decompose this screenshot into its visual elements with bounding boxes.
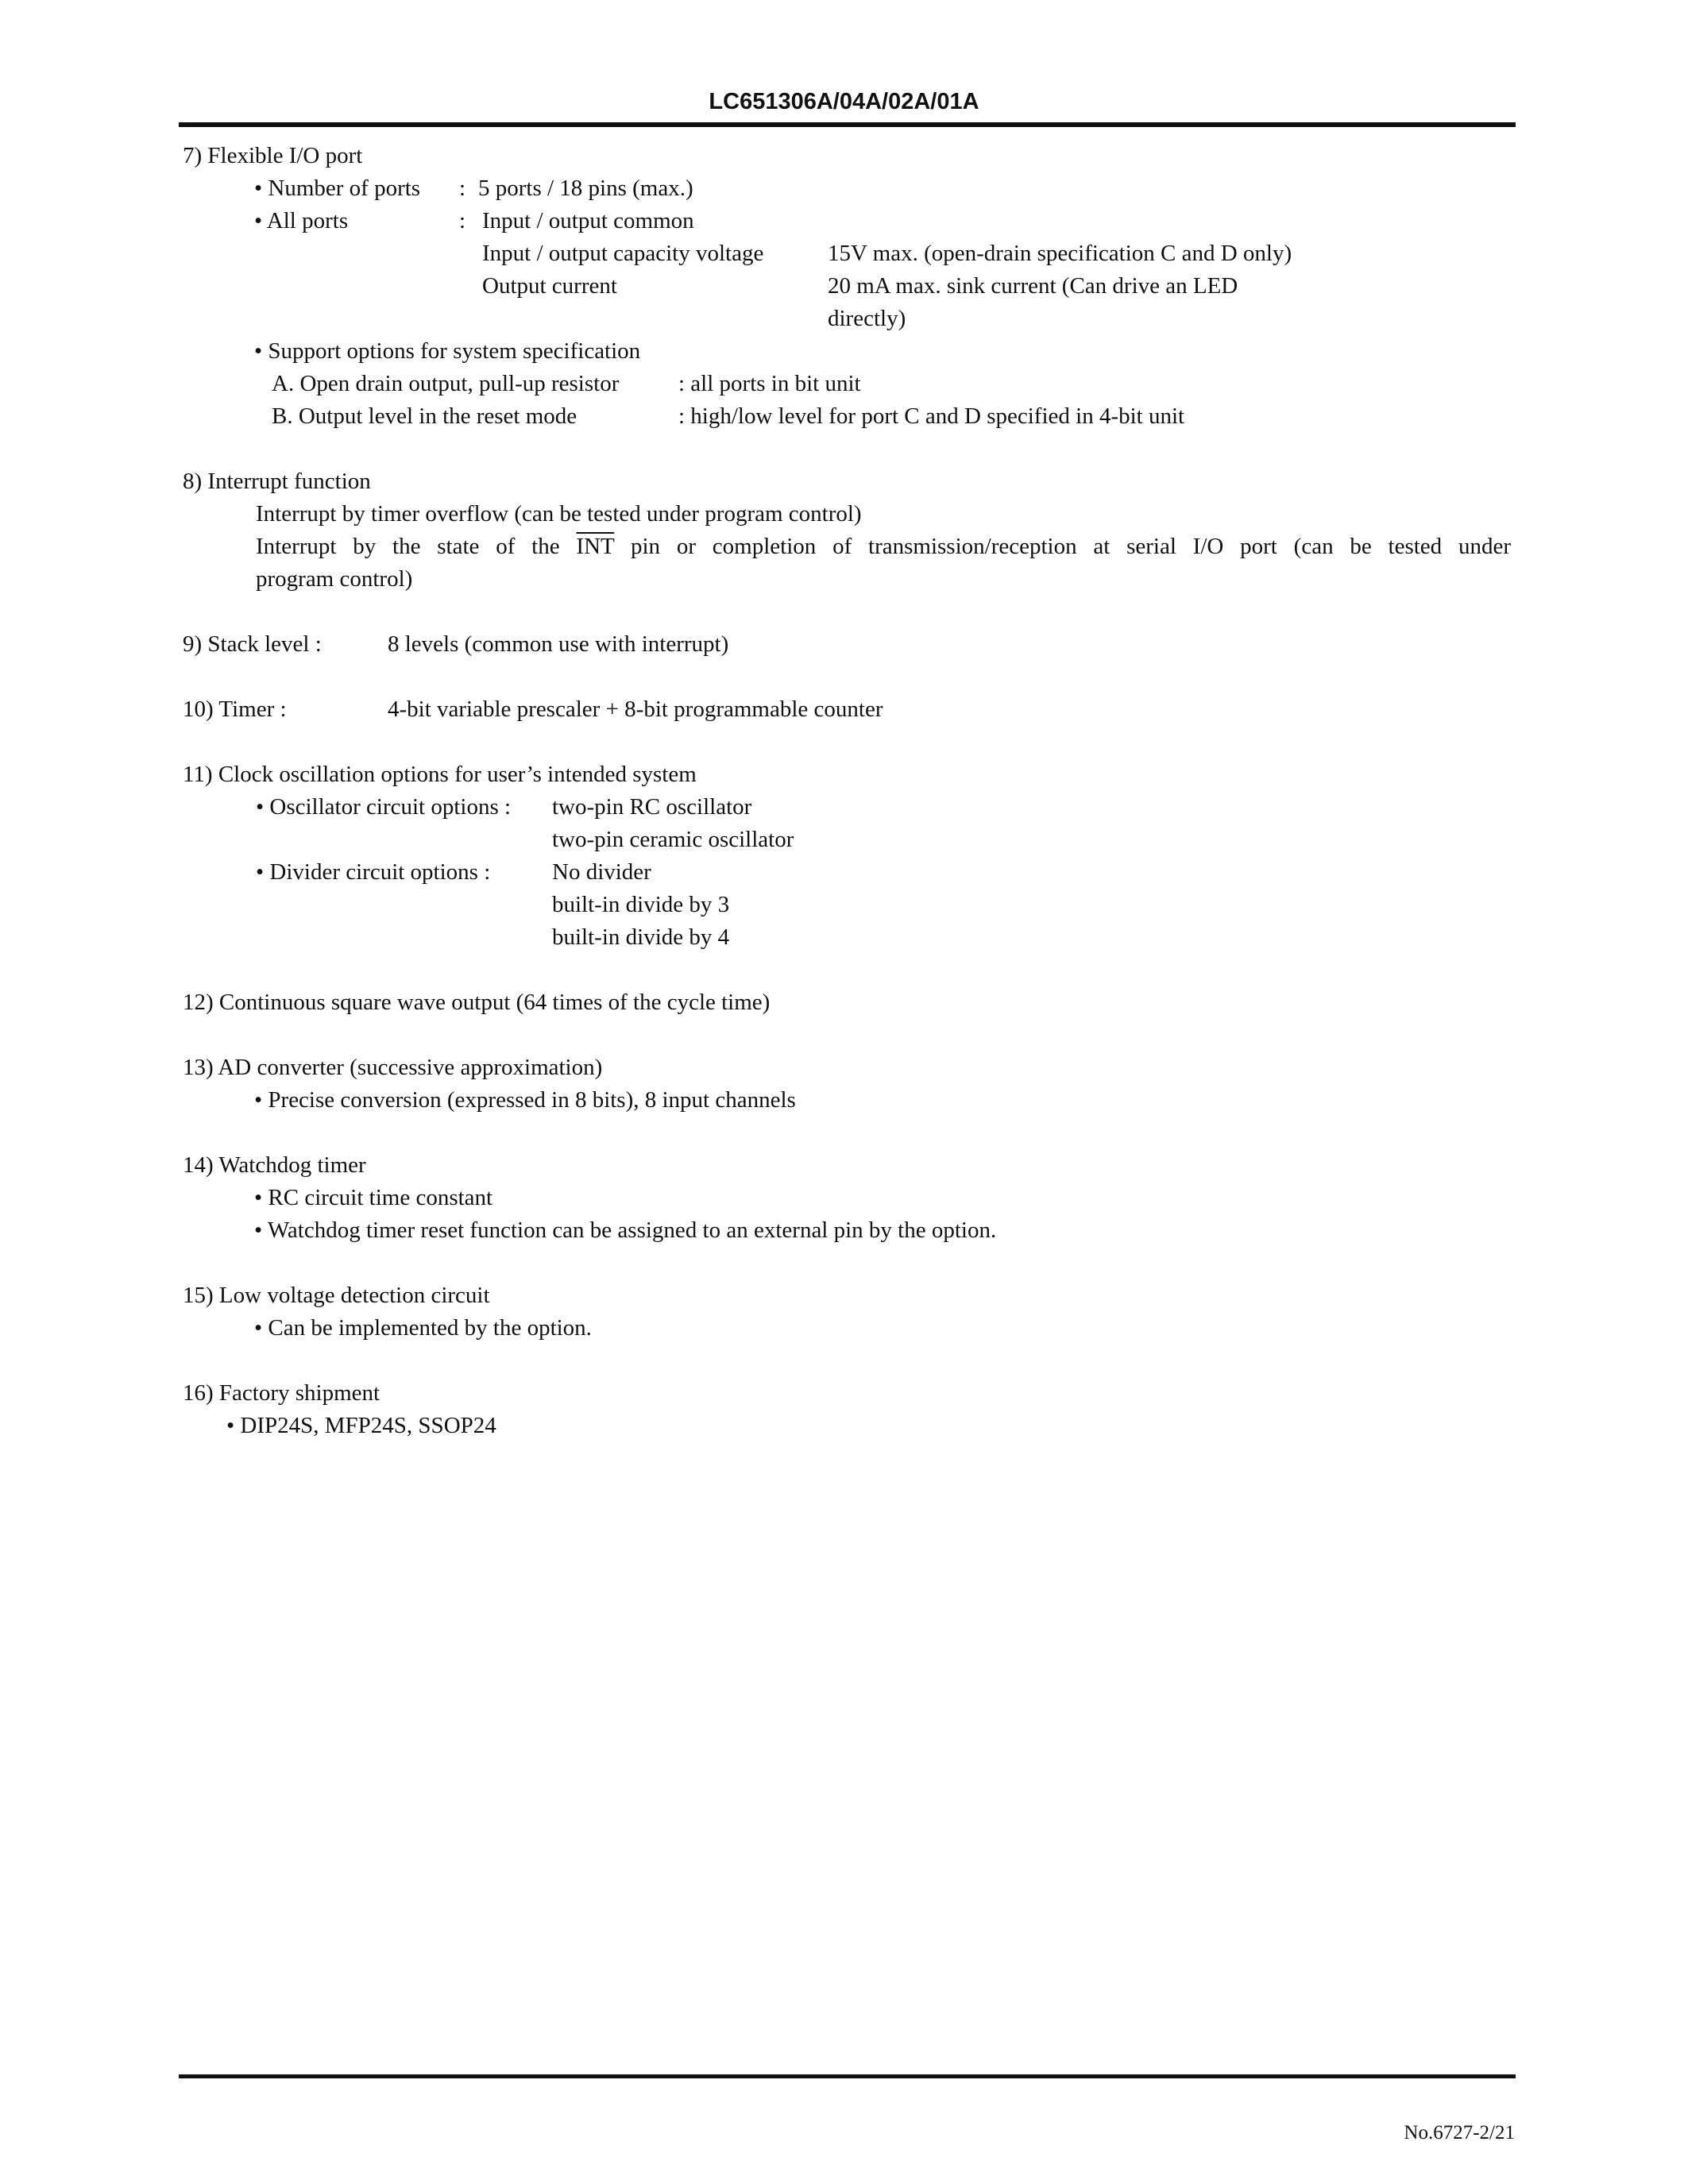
watchdog-item-2: • Watchdog timer reset function can be assigned to an external pin by the option. — [254, 1217, 997, 1243]
section-15-heading: 15) Low voltage detection circuit — [183, 1283, 490, 1308]
section-11-heading: 11) Clock oscillation options for user’s intended system — [183, 762, 697, 787]
output-current-value: 20 mA max. sink current (Can drive an LED — [828, 273, 1238, 299]
page-header-title: LC651306A/04A/02A/01A — [709, 89, 979, 114]
ad-converter-item: • Precise conversion (expressed in 8 bits), 8 input channels — [254, 1087, 796, 1113]
low-voltage-item: • Can be implemented by the option. — [254, 1315, 592, 1341]
section-8-heading: 8) Interrupt function — [183, 469, 371, 494]
factory-shipment-item: • DIP24S, MFP24S, SSOP24 — [226, 1413, 496, 1438]
option-a-value: : all ports in bit unit — [678, 371, 861, 396]
interrupt-line-2-start: Interrupt by the state of the — [256, 534, 577, 559]
divider-option-none: No divider — [552, 859, 651, 885]
output-current-value-cont: directly) — [828, 306, 906, 331]
output-current-label: Output current — [482, 273, 617, 299]
option-a-label: A. Open drain output, pull-up resistor — [272, 371, 620, 396]
page-number: No.6727-2/21 — [1404, 2122, 1515, 2143]
stack-level-value: 8 levels (common use with interrupt) — [388, 631, 729, 657]
footer-rule — [179, 2074, 1516, 2078]
watchdog-item-1: • RC circuit time constant — [254, 1185, 493, 1210]
section-16-heading: 16) Factory shipment — [183, 1380, 380, 1406]
io-capacity-label: Input / output capacity voltage — [482, 241, 764, 266]
section-9-label: 9) Stack level : — [183, 631, 322, 657]
interrupt-line-1: Interrupt by timer overflow (can be tested under program control) — [256, 501, 862, 527]
interrupt-line-2-end: pin or completion of transmission/reception at serial I/O port (can be tested under — [614, 534, 1511, 559]
header-rule — [179, 122, 1516, 127]
interrupt-line-3: program control) — [256, 566, 413, 592]
number-of-ports-label: • Number of ports — [254, 176, 421, 201]
colon: : — [459, 176, 466, 201]
oscillator-option-ceramic: two-pin ceramic oscillator — [552, 827, 794, 852]
io-common-value: Input / output common — [482, 208, 694, 233]
support-options-item: • Support options for system specification — [254, 338, 641, 364]
io-capacity-value: 15V max. (open-drain specification C and D only) — [828, 241, 1292, 266]
oscillator-options-label: • Oscillator circuit options : — [256, 794, 512, 820]
divider-options-label: • Divider circuit options : — [256, 859, 491, 885]
colon: : — [459, 208, 466, 233]
divider-option-4: built-in divide by 4 — [552, 924, 730, 950]
section-14-heading: 14) Watchdog timer — [183, 1152, 366, 1178]
timer-value: 4-bit variable prescaler + 8-bit programmable counter — [388, 696, 883, 722]
oscillator-option-rc: two-pin RC oscillator — [552, 794, 752, 820]
section-10-label: 10) Timer : — [183, 696, 287, 722]
section-12-heading: 12) Continuous square wave output (64 times of the cycle time) — [183, 990, 771, 1015]
number-of-ports-value: 5 ports / 18 pins (max.) — [478, 176, 693, 201]
option-b-value: : high/low level for port C and D specified in 4-bit unit — [678, 403, 1185, 429]
interrupt-line-2 — [256, 535, 1511, 558]
section-13-heading: 13) AD converter (successive approximation) — [183, 1055, 603, 1080]
all-ports-label: • All ports — [254, 208, 349, 233]
divider-option-3: built-in divide by 3 — [552, 892, 730, 917]
int-pin-label: $\overline{INT}$ — [576, 534, 615, 559]
option-b-label: B. Output level in the reset mode — [272, 403, 577, 429]
section-7-heading: 7) Flexible I/O port — [183, 143, 363, 168]
